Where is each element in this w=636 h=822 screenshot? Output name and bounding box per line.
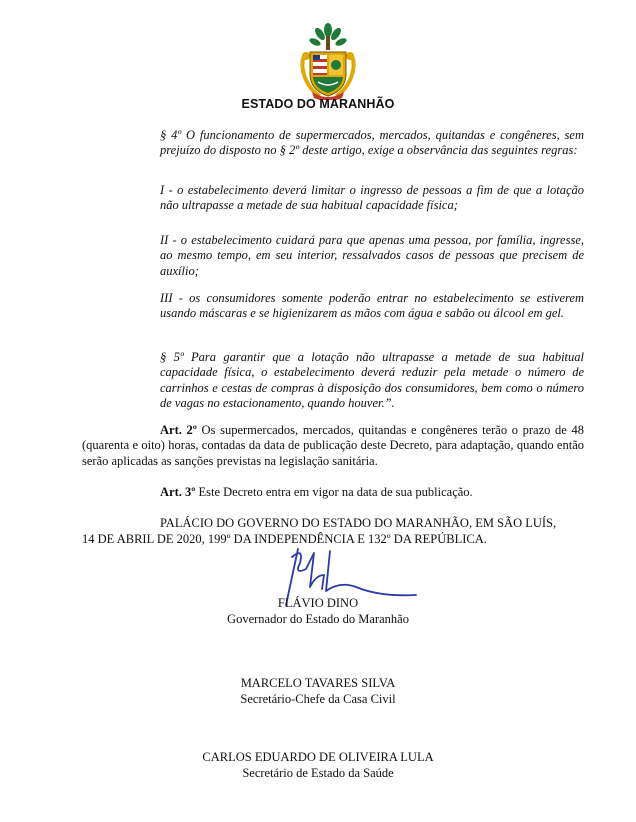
closing-line-1: PALÁCIO DO GOVERNO DO ESTADO DO MARANHÃO, EM SÃO LUÍS, [160,516,557,530]
state-title: ESTADO DO MARANHÃO [241,97,395,111]
article-3 [82,485,584,500]
signatory-2-title: Secretário-Chefe da Casa Civil [240,692,396,706]
article-2-label: Art. 2º [160,423,197,437]
paragraph-4: § 4º O funcionamento de supermercados, mercados, quitandas e congêneres, sem prejuízo do disposto no § 2º deste artigo, exige a observância das seguintes regras: [160,128,584,158]
signatory-3-name: CARLOS EDUARDO DE OLIVEIRA LULA [202,750,434,764]
closing-block [82,516,584,547]
signatory-1-name: FLÁVIO DINO [277,596,359,610]
closing-line-2: 14 DE ABRIL DE 2020, 199º DA INDEPENDÊNCIA E 132º DA REPÚBLICA. [82,531,487,546]
signatory-3-title: Secretário de Estado da Saúde [242,766,394,780]
signatory-2-name: MARCELO TAVARES SILVA [240,676,396,690]
item-i: I - o estabelecimento deverá limitar o ingresso de pessoas a fim de que a lotação não ultrapasse a metade de sua habitual capacidade física; [160,183,584,213]
article-3-text: Este Decreto entra em vigor na data de sua publicação. [195,485,473,499]
item-iii: III - os consumidores somente poderão entrar no estabelecimento se estiverem usando máscaras e se higienizarem as mãos com água e sabão ou álcool em gel. [160,291,584,321]
coat-of-arms-icon [298,22,358,100]
paragraph-5: § 5º Para garantir que a lotação não ultrapasse a metade de sua habitual capacidade física, o estabelecimento deverá reduzir pela metade o número de carrinhos e cestas de compras à disposição dos consumidores, bem como o número de vagas no estacionamento, quando houver.”. [160,350,584,410]
item-ii: II - o estabelecimento cuidará para que apenas uma pessoa, por família, ingresse, ao mesmo tempo, em seu interior, ressalvados casos de pessoas que precisem de auxílio; [160,233,584,278]
article-2-text: Os supermercados, mercados, quitandas e congêneres terão o prazo de 48 (quarenta e oito) horas, contadas da data de publicação deste Decreto, para adaptação, quando então serão aplicadas as sanções previstas na legislação sanitária. [82,423,584,468]
article-3-label: Art. 3º [160,485,196,499]
article-2 [82,423,584,469]
signatory-1-title: Governador do Estado do Maranhão [227,612,409,626]
